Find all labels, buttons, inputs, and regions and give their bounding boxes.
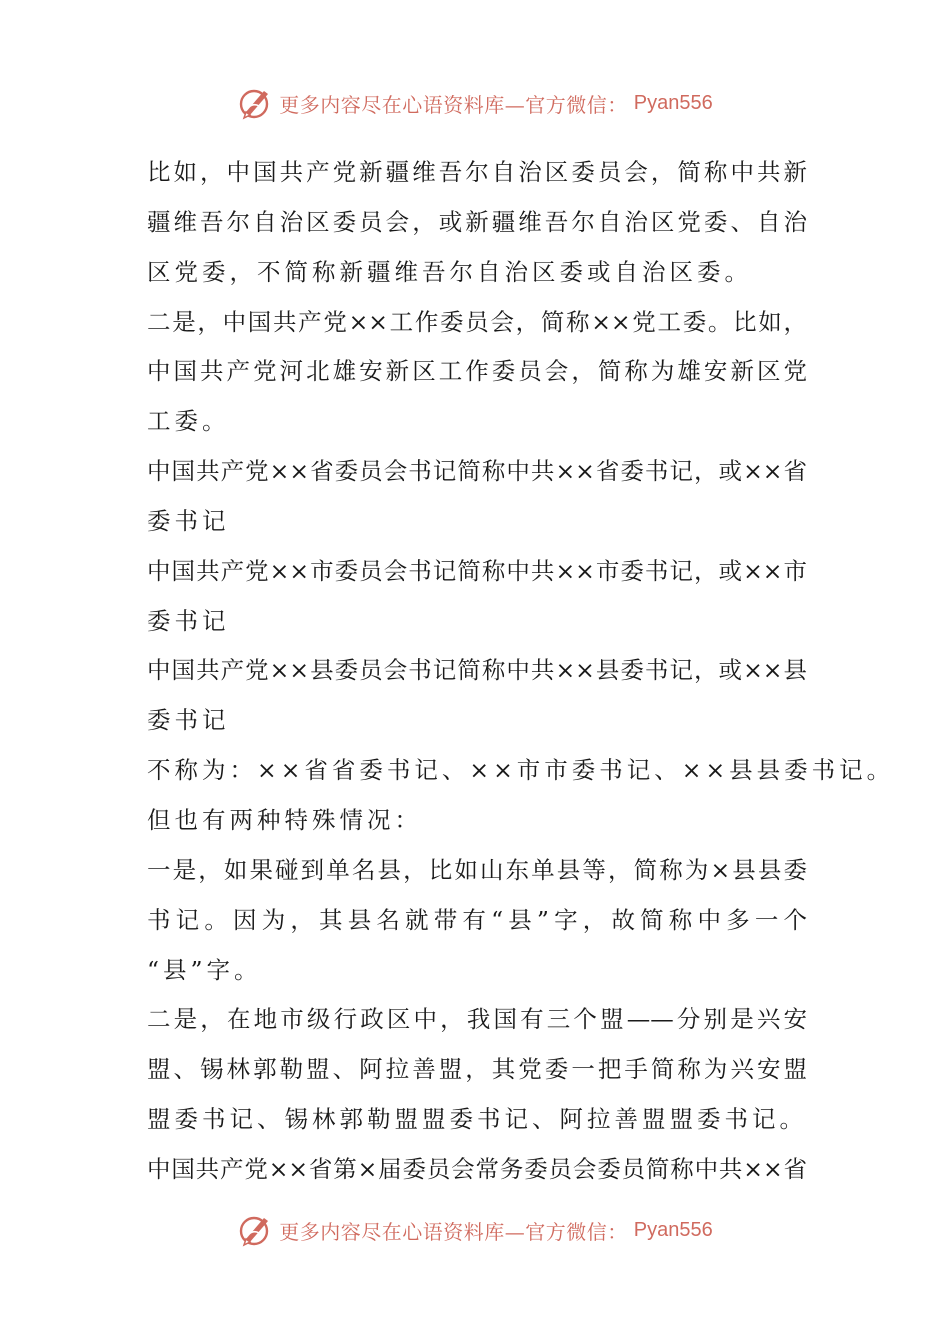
body-line: 工委。 xyxy=(147,407,230,436)
header-banner-id: Pyan556 xyxy=(633,91,713,114)
body-line: 不称为：××省省委书记、××市市委书记、××县县委书记。 xyxy=(147,756,895,785)
body-line: 委书记 xyxy=(147,506,230,535)
body-line: 委书记 xyxy=(147,706,230,735)
body-line: 盟、锡林郭勒盟、阿拉善盟，其党委一把手简称为兴安盟 xyxy=(147,1055,807,1084)
body-line: 盟委书记、锡林郭勒盟盟委书记、阿拉善盟盟委书记。 xyxy=(147,1105,807,1134)
body-line: 但也有两种特殊情况： xyxy=(147,805,422,834)
body-line: 中国共产党××县委员会书记简称中共××县委书记，或××县 xyxy=(147,656,807,685)
body-line: “县”字。 xyxy=(147,955,262,984)
body-line: 中国共产党××市委员会书记简称中共××市委书记，或××市 xyxy=(147,556,807,585)
document-body xyxy=(147,148,895,1195)
footer-banner-id: Pyan556 xyxy=(633,1218,713,1241)
body-line: 中国共产党××省第×届委员会常务委员会委员简称中共××省 xyxy=(147,1154,807,1183)
pen-logo-icon xyxy=(237,85,273,121)
footer-banner xyxy=(0,1210,950,1250)
body-line: 委书记 xyxy=(147,606,230,635)
body-line: 比如，中国共产党新疆维吾尔自治区委员会，简称中共新 xyxy=(147,158,807,186)
body-line: 中国共产党××省委员会书记简称中共××省委书记，或××省 xyxy=(147,457,807,486)
body-line: 中国共产党河北雄安新区工作委员会，简称为雄安新区党 xyxy=(147,357,807,386)
body-line: 疆维吾尔自治区委员会，或新疆维吾尔自治区党委、自治 xyxy=(147,207,807,236)
footer-banner-text: 更多内容尽在心语资料库—官方微信： xyxy=(279,1219,628,1244)
pen-logo-icon xyxy=(237,1212,273,1248)
body-line: 二是，中国共产党××工作委员会，简称××党工委。比如， xyxy=(147,307,807,336)
header-banner xyxy=(0,83,950,123)
header-banner-text: 更多内容尽在心语资料库—官方微信： xyxy=(279,92,628,117)
body-line: 二是，在地市级行政区中，我国有三个盟——分别是兴安 xyxy=(147,1005,807,1034)
body-line: 一是，如果碰到单名县，比如山东单县等，简称为×县县委 xyxy=(147,855,807,884)
body-line: 书记。因为，其县名就带有“县”字，故简称中多一个 xyxy=(147,905,807,934)
body-line: 区党委，不简称新疆维吾尔自治区委或自治区委。 xyxy=(147,257,752,286)
